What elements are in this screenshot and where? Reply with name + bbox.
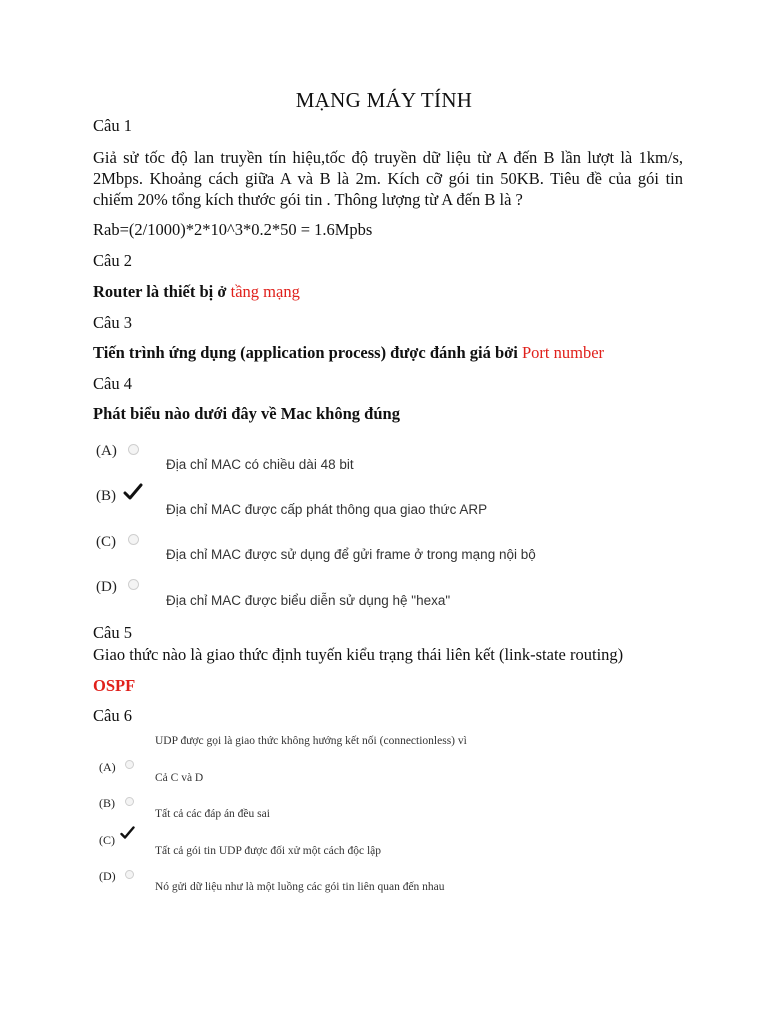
option-letter: (A): [96, 443, 117, 459]
question-1-label: Câu 1: [93, 116, 132, 135]
option-letter: (A): [99, 760, 116, 774]
question-6-question: UDP được gọi là giao thức không hướng kết nối (connectionless) vì: [155, 735, 467, 747]
radio-button[interactable]: [125, 760, 134, 769]
option-text: Tất cả các đáp án đều sai: [155, 808, 270, 820]
document-title: MẠNG MÁY TÍNH: [295, 88, 473, 112]
question-3-label: Câu 3: [93, 313, 132, 332]
option-letter: (B): [99, 796, 115, 810]
radio-button[interactable]: [128, 444, 139, 455]
option-text: Địa chỉ MAC được cấp phát thông qua giao thức ARP: [166, 502, 488, 517]
radio-button[interactable]: [125, 797, 134, 806]
option-letter: (C): [96, 534, 116, 550]
question-1-answer: Rab=(2/1000)*2*10^3*0.2*50 = 1.6Mpbs: [93, 220, 373, 239]
radio-button[interactable]: [128, 579, 139, 590]
question-3-text: [93, 343, 604, 363]
question-5-label: Câu 5: [93, 623, 132, 642]
question-2-text: [93, 282, 300, 302]
radio-button[interactable]: [125, 870, 134, 879]
option-text: Địa chỉ MAC có chiều dài 48 bit: [166, 457, 354, 472]
option-letter: (C): [99, 833, 115, 847]
checkmark-icon: [123, 483, 143, 501]
option-text: Nó gửi dữ liệu như là một luồng các gói tin liên quan đến nhau: [155, 881, 445, 893]
option-text: Địa chỉ MAC được biểu diễn sử dụng hệ "hexa": [166, 593, 451, 608]
question-5-answer: OSPF: [93, 676, 136, 695]
question-2-label: Câu 2: [93, 251, 132, 270]
question-5-question: Giao thức nào là giao thức định tuyến kiểu trạng thái liên kết (link-state routing): [93, 645, 624, 664]
option-text: Cả C và D: [155, 772, 204, 784]
option-letter: (D): [96, 579, 117, 595]
question-1-text: Giả sử tốc độ lan truyền tín hiệu,tốc độ truyền dữ liệu từ A đến B lần lượt là 1km/s, 2Mbps. Khoảng cách giữa A và B là 2m. Kích cỡ gói tin 50KB. Tiêu đề của gói tin chiếm 20% tổng kích thước gói tin . Thông lượng từ A đến B là ?: [93, 148, 683, 209]
option-text: Địa chỉ MAC được sử dụng để gửi frame ở trong mạng nội bộ: [166, 547, 536, 562]
question-3-question: Tiến trình ứng dụng (application process) được đánh giá bởi: [93, 343, 522, 362]
question-6-label: Câu 6: [93, 706, 132, 725]
question-2-answer: tầng mạng: [230, 282, 300, 301]
option-text: Tất cả gói tin UDP được đối xử một cách độc lập: [155, 845, 382, 857]
question-2-question: Router là thiết bị ở: [93, 282, 231, 301]
option-letter: (D): [99, 869, 116, 883]
question-4-label: Câu 4: [93, 374, 132, 393]
checkmark-icon: [120, 826, 135, 840]
question-4-question: Phát biểu nào dưới đây về Mac không đúng: [93, 404, 400, 423]
question-3-answer: Port number: [521, 343, 605, 362]
radio-button[interactable]: [128, 534, 139, 545]
option-letter: (B): [96, 488, 116, 504]
